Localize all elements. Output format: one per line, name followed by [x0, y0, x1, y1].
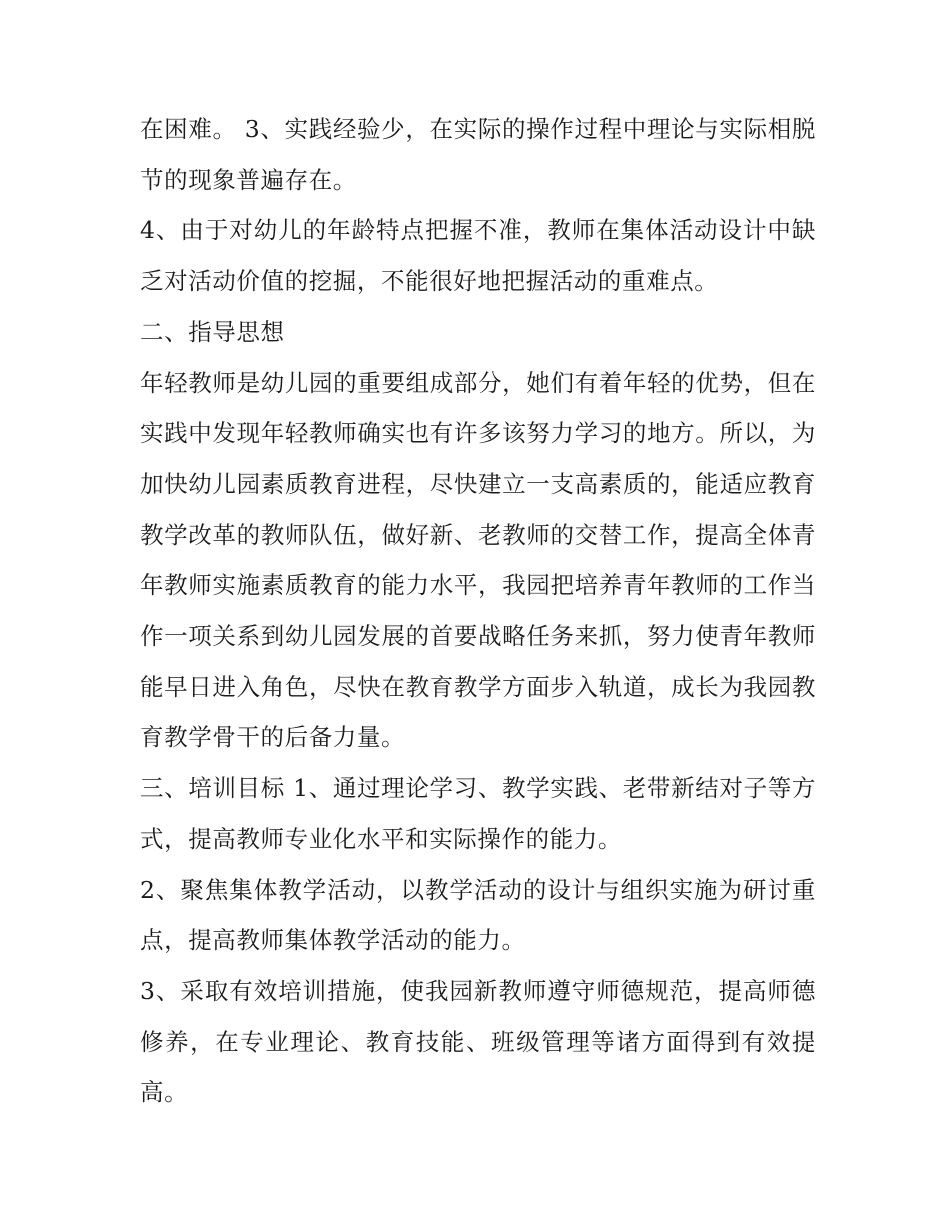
document-body — [140, 104, 816, 1118]
paragraph-training-goal-1: 三、培训目标 1、通过理论学习、教学实践、老带新结对子等方式，提高教师专业化水平和实际操作的能力。 — [140, 774, 816, 853]
paragraph-training-goal-3: 3、采取有效培训措施，使我园新教师遵守师德规范，提高师德修养，在专业理论、教育技能、班级管理等诸方面得到有效提高。 — [140, 976, 816, 1107]
section-heading-guiding-ideology: 二、指导思想 — [140, 317, 285, 346]
paragraph-age-characteristics: 4、由于对幼儿的年龄特点把握不准，教师在集体活动设计中缺乏对活动价值的挖掘，不能很好地把握活动的重难点。 — [140, 216, 816, 296]
paragraph-difficulty-practice: 在困难。 3、实践经验少，在实际的操作过程中理论与实际相脱节的现象普遍存在。 — [140, 115, 816, 194]
paragraph-training-goal-2: 2、聚焦集体教学活动，以教学活动的设计与组织实施为研讨重点，提高教师集体教学活动的能力。 — [140, 875, 816, 955]
paragraph-guiding-ideology: 年轻教师是幼儿园的重要组成部分，她们有着年轻的优势，但在实践中发现年轻教师确实也有许多该努力学习的地方。所以，为加快幼儿园素质教育进程，尽快建立一支高素质的，能适应教育教学改革的教师队伍，做好新、老教师的交替工作，提高全体青年教师实施素质教育的能力水平，我园把培养青年教师的工作当作一项关系到幼儿园发展的首要战略任务来抓，努力使青年教师能早日进入角色，尽快在教育教学方面步入轨道，成长为我园教育教学骨干的后备力量。 — [140, 368, 816, 752]
